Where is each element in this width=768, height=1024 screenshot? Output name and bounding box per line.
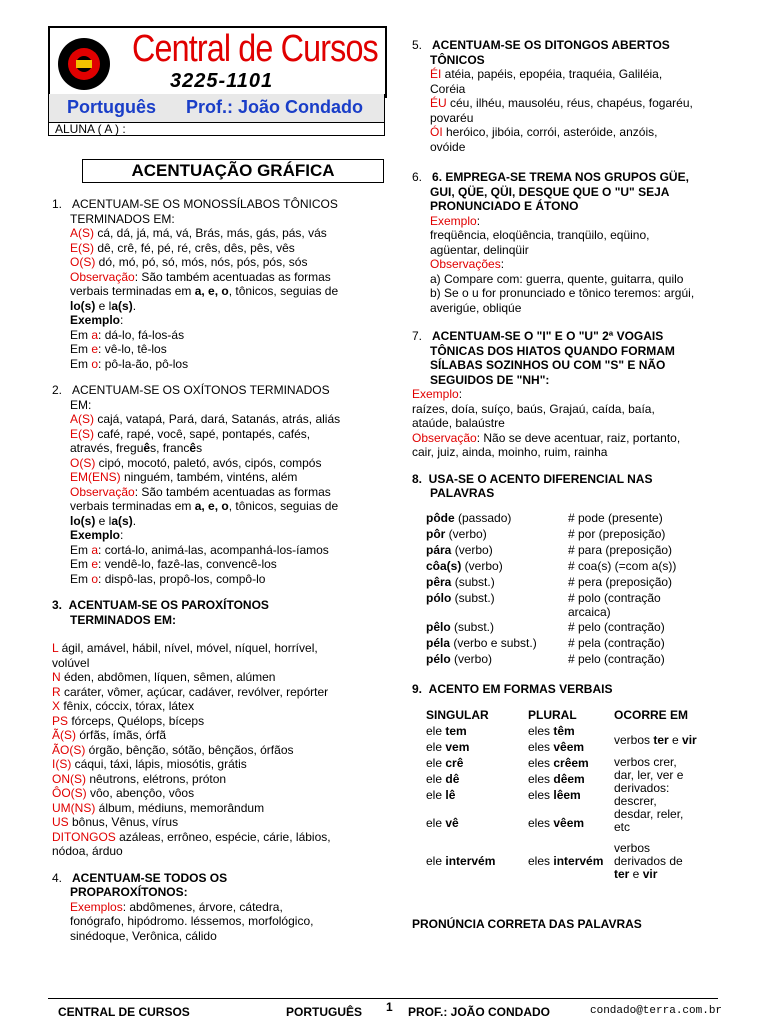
rule-3: 3. ACENTUAM-SE OS PAROXÍTONOS TERMINADOS EM: L ágil, amável, hábil, nível, móvel, níquel, horrível, volúvel N éden, abdômen, líquen, sêmen, alúmen R caráter, vômer, açúcar, cadáver, revólver, repórter X fênix, cóccix, tórax, látex PS fórceps, Quélops, bíceps Ã(S) órfãs, ímãs, órfã ÃO(S) órgão, bênção, sótão, bênçãos, órfãos I(S) cáqui, táxi, lápis, miosótis, grátis ON(S) nêutrons, elétrons, próton ÔO(S) vôo, abençôo, vôos UM(NS) álbum, médiuns, memorândum US bônus, Vênus, vírus DITONGOS azáleas, errôneo, espécie, cárie, lábios, nódoa, árduo [52, 598, 331, 858]
student-field: ALUNA ( A ) : [48, 122, 385, 136]
left-column [52, 197, 372, 943]
rule-9: 9. ACENTO EM FORMAS VERBAIS SINGULAR PLURAL OCORRE EM ele tem eles têm verbos ter e vir ele vem eles vêem ele crê eles crêem verbos crer, dar, ler, ver e derivados: descrer, desdar, reler, etc ele dê eles dêem ele lê eles lêem ele vê eles vêem ele intervém eles intervém verbos derivados de ter e vir [412, 681, 697, 881]
footer-divider [48, 998, 718, 999]
footer-email[interactable]: condado@terra.com.br [590, 1005, 723, 1017]
footer-school: CENTRAL DE CURSOS [58, 1005, 190, 1019]
rule-6: 6. 6. EMPREGA-SE TREMA NOS GRUPOS GÜE, GUI, QÜE, QÜI, DESQUE QUE O "U" SEJA PRONUNCIADO E ÁTONO Exemplo: freqüência, eloqüência, tranqüilo, eqüino, agüentar, delinqüir Observações: a) Compare com: guerra, quente, guitarra, quilo b) Se o u for pronunciado e tônico teremos: argúi, averigúe, obliqúe [412, 170, 695, 315]
phone-number: 3225-1101 [170, 70, 274, 92]
header-box [48, 26, 387, 98]
footer-teacher: PROF.: JOÃO CONDADO [408, 1005, 551, 1019]
page-number: 1 [386, 1000, 393, 1014]
rule-10-title: PRONÚNCIA CORRETA DAS PALAVRAS [412, 917, 642, 931]
rule-7: 7. ACENTUAM-SE O "I" E O "U" 2ª VOGAIS TÔNICAS DOS HIATOS QUANDO FORMAM SÍLABAS SOZINHOS OU COM "S" E NÃO SEGUIDOS DE "NH": Exemplo: raízes, doía, suíço, baús, Grajaú, caída, baía, ataúde, balaústre Observação: Não se deve acentuar, raiz, portanto, cair, juiz, ainda, moinho, ruim, rainha [412, 329, 681, 459]
differential-table: pôde (passado) # pode (presente) pôr (verbo) # por (preposição) pára (verbo) # para (preposição) côa(s) (verbo) # coa(s) (=com a(s)) pêra (subst.) # pera (preposição) pólo (subst.) # polo (contração arcaica) pêlo (subst.) # pelo (contração) péla (verbo e subst.) # pela (contração) pélo (verbo) # pelo (contração) [426, 510, 677, 666]
logo-icon [56, 36, 112, 92]
subject-label: Português [67, 97, 157, 117]
page-title: ACENTUAÇÃO GRÁFICA [82, 159, 384, 183]
brand-title: Central de Cursos [132, 28, 378, 70]
rule-8: 8. USA-SE O ACENTO DIFERENCIAL NAS PALAVRAS pôde (passado) # pode (presente) pôr (verbo) # por (preposição) pára (verbo) # para (preposição) côa(s) (verbo) # coa(s) (=com a(s)) pêra (subst.) # pera (preposição) pólo (subst.) # polo (contração arcaica) pêlo (subst.) # pelo (contração) péla (verbo e subst.) # pela (contração) pélo (verbo) # pelo (contração) [412, 471, 677, 666]
course-bar [48, 94, 385, 123]
right-column [412, 38, 722, 932]
rule-1: 1. ACENTUAM-SE OS MONOSSÍLABOS TÔNICOS TERMINADOS EM: A(S) cá, dá, já, má, vá, Brás, más, gás, pás, vás E(S) dê, crê, fé, pé, ré, crês, dês, pês, vês O(S) dó, mó, pó, só, mós, nós, pós, pós, sós Observação: São também acentuadas as formas verbais terminadas em a, e, o, tônicos, seguias de lo(s) e la(s). Exemplo: Em a: dá-lo, fá-los-ás Em e: vê-lo, tê-los Em o: pô-la-ão, pô-los [52, 197, 339, 371]
rule-2: 2. ACENTUAM-SE OS OXÍTONOS TERMINADOS EM: A(S) cajá, vatapá, Pará, dará, Satanás, atrás, aliás E(S) café, rapé, você, sapé, pontapés, cafés, através, freguês, francês O(S) cipó, mocotó, paletó, avós, cipós, compós EM(ENS) ninguém, também, vinténs, além Observação: São também acentuadas as formas verbais terminadas em a, e, o, tônicos, seguias de lo(s) e la(s). Exemplo: Em a: cortá-lo, animá-las, acompanhá-los-íamos Em e: vendê-lo, fazê-las, convencê-los Em o: dispô-las, propô-los, compô-lo [52, 383, 341, 586]
teacher-label: Prof.: João Condado [186, 97, 363, 117]
verb-table: SINGULAR PLURAL OCORRE EM ele tem eles têm verbos ter e vir ele vem eles vêem ele crê eles crêem verbos crer, dar, ler, ver e derivados: descrer, desdar, reler, etc ele dê eles dêem ele lê eles lêem ele vê eles vêem ele intervém eles intervém verbos derivados de ter e vir [426, 708, 697, 881]
rule-5: 5. ACENTUAM-SE OS DITONGOS ABERTOS TÔNICOS ÉI atéia, papéis, epopéia, traquéia, Galiléia, Coréia ÉU céu, ilhéu, mausoléu, réus, chapéus, fogaréu, povaréu ÓI heróico, jibóia, corrói, asteróide, anzóis, ovóide [412, 38, 693, 154]
footer-subject: PORTUGUÊS [286, 1005, 363, 1019]
rule-4: 4. ACENTUAM-SE TODOS OS PROPAROXÍTONOS: Exemplos: abdômenes, árvore, cátedra, fonógrafo, hipódromo. léssemos, morfológico, sinédoque, Verônica, cálido [52, 870, 314, 943]
